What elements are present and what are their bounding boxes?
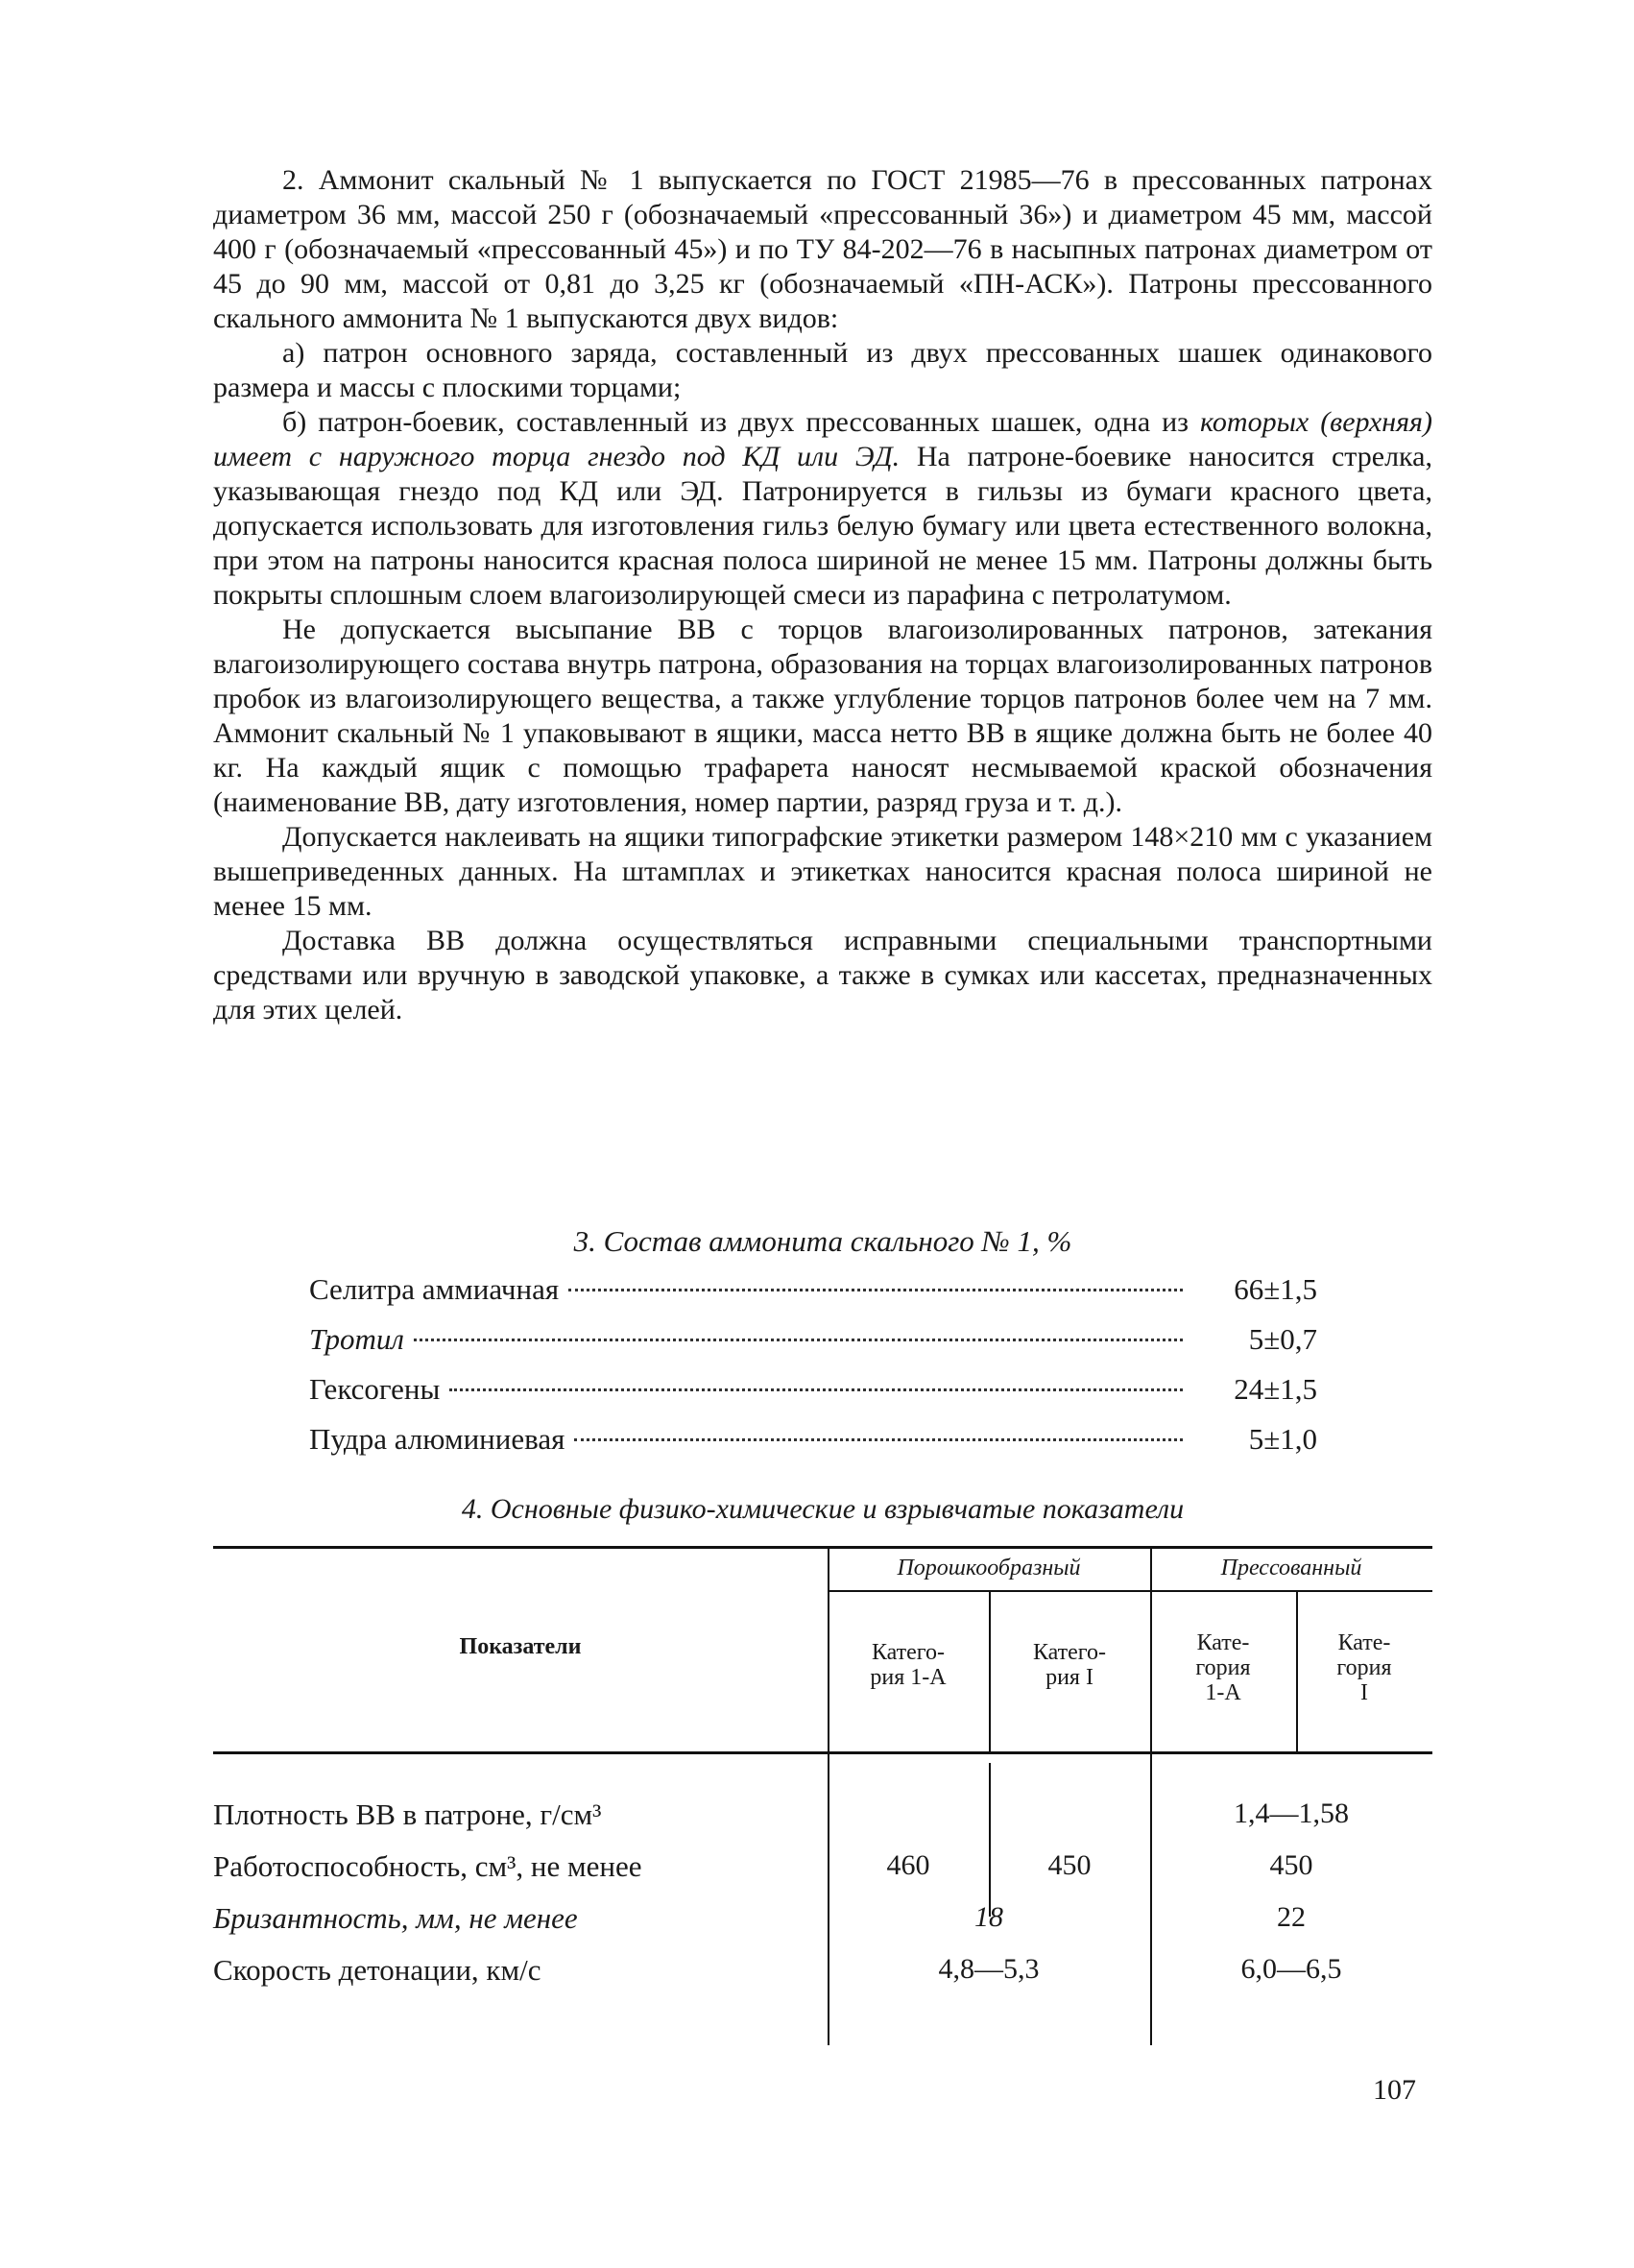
composition-row [309, 1322, 1317, 1372]
paragraph-1: 2. Аммонит скальный № 1 выпускается по ГОСТ 21985—76 в прессованных патронах диаметром 36 мм, массой 250 г (обозначаемый «прессованный 36») и диаметром 45 мм, массой 400 г (обозначаемый «прессованный 45») и по ТУ 84-202—76 в насыпных патронах диаметром от 45 до 90 мм, массой от 0,81 до 3,25 кг (обозначаемый «ПН-АСК»). Патроны прессованного скального аммонита № 1 выпускаются двух видов: [213, 164, 1432, 334]
column-header-indicators: Показатели [459, 1634, 582, 1659]
paragraph-3-italic: которых (верхняя) имеет с наружного торца гнездо под КД или ЭД. [213, 406, 1432, 472]
leader-dots [449, 1387, 1183, 1391]
composition-name: Пудра алюминиевая [309, 1422, 565, 1456]
paragraph-2: а) патрон основного заряда, составленный из двух прессованных шашек одинакового размера и массы с плоскими торцами; [213, 337, 1432, 403]
group-header-powder: Порошкообразный [897, 1556, 1081, 1580]
composition-value: 24±1,5 [1234, 1372, 1317, 1406]
group-header-pressed: Прессованный [1220, 1556, 1362, 1580]
subheader-powder-1a: Катего- рия 1-А [870, 1640, 947, 1690]
composition-value: 5±0,7 [1248, 1322, 1317, 1356]
row-label-brisance: Бризантность, мм, не менее [213, 1901, 578, 1935]
composition-value: 66±1,5 [1234, 1272, 1317, 1306]
subheader-pressed-1a: Кате- гория 1-А [1195, 1630, 1251, 1705]
composition-value: 5±1,0 [1248, 1422, 1317, 1456]
column-divider [989, 1763, 991, 1917]
paragraph-3-end: На патроне-боевике наносится стрелка, указывающая гнездо под КД или ЭД. Патронируется в гильзы из бумаги красного цвета, допускается использовать для изготовления гильз белую бумагу или цвета естественного волокна, при этом на патроны наносится красная полоса шириной не менее 15 мм. Патроны должны быть покрыты сплошным слоем влагоизолирующей смеси из парафина с петролатумом. [213, 441, 1432, 611]
value-detonation-pressed: 6,0—6,5 [1240, 1953, 1342, 1985]
group-rule [828, 1590, 1432, 1592]
value-work-pressed: 450 [1269, 1849, 1313, 1881]
body-text [213, 163, 1432, 1027]
table-top-rule [213, 1546, 1432, 1549]
composition-caption: 3. Состав аммонита скального № 1, % [573, 1224, 1072, 1258]
value-detonation-powder: 4,8—5,3 [938, 1953, 1040, 1985]
row-label-density: Плотность ВВ в патроне, г/см³ [213, 1798, 602, 1831]
subheader-pressed-1: Кате- гория I [1336, 1630, 1392, 1705]
row-label-detonation: Скорость детонации, км/с [213, 1953, 541, 1987]
paragraph-5: Допускается наклеивать на ящики типографские этикетки размером 148×210 мм с указанием вышеприведенных данных. На штамплах и этикетках наносится красная полоса шириной не менее 15 мм. [213, 821, 1432, 922]
paragraph-3-start: б) патрон-боевик, составленный из двух прессованных шашек, одна из [282, 406, 1201, 438]
paragraph-4: Не допускается высыпание ВВ с торцов влагоизолированных патронов, затекания влагоизолирующего состава внутрь патрона, образования на торцах влагоизолированных патронов пробок из влагоизолирующего вещества, а также углубление торцов патронов более чем на 7 мм. Аммонит скальный № 1 упаковывают в ящики, масса нетто ВВ в ящике должна быть не более 40 кг. На каждый ящик с помощью трафарета наносят несмываемой краской обозначения (наименование ВВ, дату изготовления, номер партии, разряд груза и т. д.). [213, 614, 1432, 818]
value-work-powder-1: 450 [1047, 1849, 1092, 1881]
indicators-caption: 4. Основные физико-химические и взрывчатые показатели [461, 1493, 1185, 1525]
page-number: 107 [1373, 2074, 1416, 2106]
paragraph-6: Доставка ВВ должна осуществляться исправными специальными транспортными средствами или вручную в заводской упаковке, а также в сумках или кассетах, предназначенных для этих целей. [213, 925, 1432, 1025]
page-content [213, 163, 1432, 1987]
paragraph-3 [213, 405, 1432, 613]
value-work-powder-1a: 460 [886, 1849, 930, 1881]
subheader-powder-1: Катего- рия I [1032, 1640, 1107, 1690]
row-label-work-capacity: Работоспособность, см³, не менее [213, 1849, 642, 1883]
composition-name: Селитра аммиачная [309, 1272, 560, 1306]
value-brisance-pressed: 22 [1277, 1901, 1306, 1933]
composition-row [309, 1272, 1317, 1322]
composition-name: Тротил [309, 1322, 404, 1356]
leader-dots [414, 1338, 1183, 1341]
composition-list [309, 1272, 1317, 1472]
leader-dots [574, 1437, 1183, 1441]
value-brisance-powder: 18 [974, 1901, 1003, 1933]
leader-dots [568, 1288, 1183, 1291]
table-header-rule [213, 1751, 1432, 1754]
value-density-pressed: 1,4—1,58 [1234, 1798, 1349, 1829]
composition-row [309, 1422, 1317, 1472]
composition-row [309, 1372, 1317, 1422]
composition-name: Гексогены [309, 1372, 441, 1406]
indicators-table [213, 1546, 1432, 2045]
